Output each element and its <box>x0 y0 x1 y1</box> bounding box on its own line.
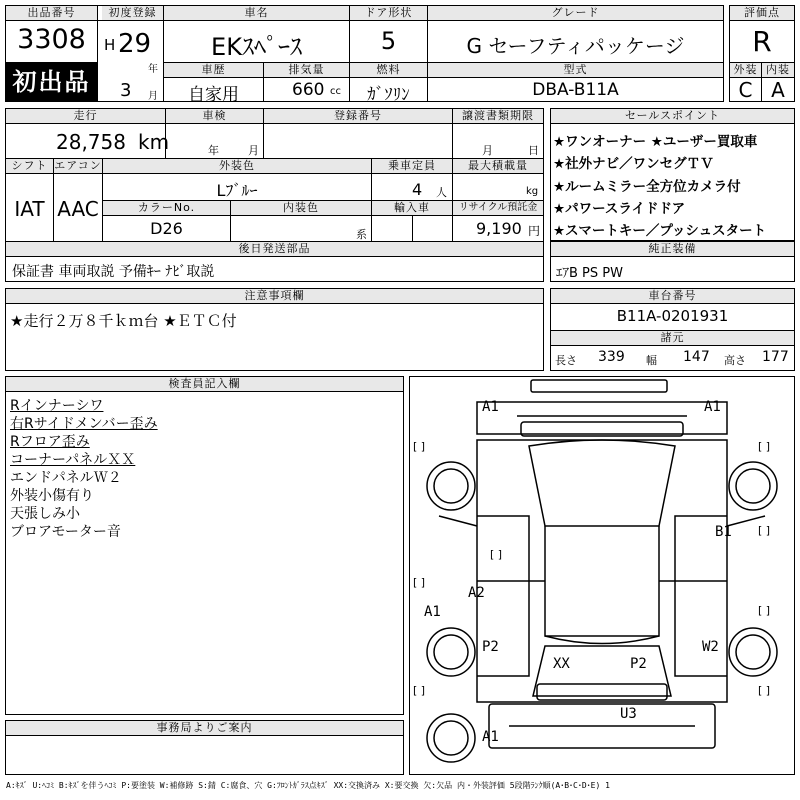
sales-line-2: ★社外ナビ／ワンセグＴＶ <box>553 156 714 172</box>
damage-mark: B1 <box>715 524 732 540</box>
width-label: 幅 <box>646 354 657 367</box>
equipment-value: ｴｱB PS PW <box>556 266 623 281</box>
notes-label: 注意事項欄 <box>6 289 543 303</box>
first-reg-label: 初度登録 <box>102 6 163 20</box>
insp-year-unit: 年 <box>208 144 219 157</box>
import-label: 輸入車 <box>372 201 452 215</box>
dims-label: 諸元 <box>551 331 794 345</box>
grade: G セーフティパッケージ <box>466 34 685 58</box>
office-label: 事務局よりご案内 <box>6 721 403 735</box>
inspector-item-4: コーナーパネルＸＸ <box>10 452 136 468</box>
inspector-item-3: Rフロア歪み <box>10 434 90 450</box>
notes-value: ★走行２万８千ｋｍ台 ★ＥＴＣ付 <box>10 312 237 330</box>
height-value: 177 <box>762 349 789 365</box>
mileage: 28,758 <box>56 130 126 154</box>
displacement-label: 排気量 <box>264 63 349 77</box>
sales-label: セールスポイント <box>551 109 794 123</box>
interior-label: 内装 <box>762 63 794 77</box>
intcolor-label: 内装色 <box>231 201 371 215</box>
era: H <box>104 36 116 54</box>
rating-label: 評価点 <box>730 6 794 20</box>
length-label: 長さ <box>555 354 577 367</box>
interior-grade: A <box>771 78 785 102</box>
displacement-unit: cc <box>330 86 341 97</box>
model-label: 型式 <box>428 63 723 77</box>
bracket-mark: [ ] <box>758 524 771 537</box>
mileage-unit: km <box>138 130 170 154</box>
legend: A:ｷｽﾞ U:ﾍｺﾐ B:ｷｽﾞを伴うﾍｺﾐ P:要塗装 W:補修跡 S:錆 C:腐食、穴 G:ﾌﾛﾝﾄｶﾞﾗｽ点ｷｽﾞ XX:交換済み X:要交換 欠:欠品 内・外装評価 5段階ﾗﾝｸ順(A･B･C･D･E) 1 <box>6 781 610 790</box>
bracket-mark: [ ] <box>758 604 771 617</box>
aircon: AAC <box>57 197 99 221</box>
exterior-label: 外装 <box>730 63 761 77</box>
history: 自家用 <box>188 85 239 105</box>
damage-mark: P2 <box>630 656 647 672</box>
sales-line-4: ★パワースライドドア <box>553 201 686 217</box>
bracket-mark: [ ] <box>413 684 426 697</box>
intcolor-unit: 系 <box>356 228 367 241</box>
aircon-label: エアコン <box>54 159 102 172</box>
model-code: DBA-B11A <box>532 80 619 100</box>
damage-mark: XX <box>553 656 570 672</box>
shift-label: シフト <box>6 159 53 173</box>
bracket-mark: [ ] <box>490 548 503 561</box>
transfer-month: 月 <box>482 144 493 157</box>
sales-line-3: ★ルームミラー全方位カメラ付 <box>553 179 741 195</box>
lot-number: 3308 <box>17 24 86 55</box>
damage-mark: A1 <box>482 399 499 415</box>
inspector-item-7: 天張しみ小 <box>10 506 80 522</box>
load-label: 最大積載量 <box>453 159 543 173</box>
grade-label: グレード <box>428 6 723 20</box>
inspector-item-1: Rインナーシワ <box>10 398 104 414</box>
fuel: ｶﾞｿﾘﾝ <box>367 85 410 105</box>
mileage-label: 走行 <box>6 109 165 123</box>
capacity: 4 <box>412 180 423 199</box>
history-label: 車歴 <box>164 63 263 77</box>
width-value: 147 <box>683 349 710 365</box>
bracket-mark: [ ] <box>413 576 426 589</box>
reg-month: 3 <box>120 80 132 101</box>
later-parts: 保証書 車両取説 予備ｷｰ ﾅﾋﾞ取説 <box>12 264 215 280</box>
inspector-item-2: 右Rサイドメンバー歪み <box>10 416 158 432</box>
reg-year: 29 <box>118 29 152 59</box>
door-count: 5 <box>380 27 397 55</box>
recycle-unit: 円 <box>528 224 541 238</box>
damage-mark: A1 <box>704 399 721 415</box>
inspector-item-8: ブロアモーター音 <box>10 524 121 540</box>
recycle-fee: 9,190 <box>476 219 522 238</box>
month-unit: 月 <box>148 91 158 102</box>
damage-mark: A2 <box>468 585 485 601</box>
doors-label: ドア形状 <box>350 6 427 20</box>
inspection-label: 車検 <box>166 109 263 123</box>
fuel-label: 燃料 <box>350 63 427 77</box>
damage-mark: U3 <box>620 706 637 722</box>
shift: IAT <box>14 197 45 221</box>
chassis-label: 車台番号 <box>551 289 794 303</box>
year-unit: 年 <box>148 64 158 75</box>
insp-month-unit: 月 <box>248 144 259 157</box>
bracket-mark: [ ] <box>758 440 771 453</box>
load-unit: kg <box>526 186 539 197</box>
damage-mark: W2 <box>702 639 719 655</box>
length-value: 339 <box>598 349 625 365</box>
displacement: 660 <box>292 80 325 100</box>
sales-line-1: ★ワンオーナー ★ユーザー買取車 <box>553 134 758 150</box>
bracket-mark: [ ] <box>413 440 426 453</box>
damage-mark: A1 <box>424 604 441 620</box>
bracket-mark: [ ] <box>758 684 771 697</box>
transfer-day: 日 <box>528 144 539 157</box>
lot-label: 出品番号 <box>6 6 97 20</box>
damage-mark: A1 <box>482 729 499 745</box>
first-listing-badge: 初出品 <box>6 63 97 101</box>
equipment-label: 純正装備 <box>551 242 794 256</box>
transfer-label: 譲渡書類期限 <box>453 109 543 123</box>
exterior-color: Lﾌﾞﾙｰ <box>216 181 258 200</box>
carname-label: 車名 <box>164 6 349 20</box>
damage-mark: P2 <box>482 639 499 655</box>
regno-label: 登録番号 <box>264 109 452 123</box>
height-label: 高さ <box>724 354 746 367</box>
inspector-label: 検査員記入欄 <box>6 377 403 391</box>
capacity-unit: 人 <box>436 186 447 199</box>
inspector-item-6: 外装小傷有り <box>10 488 94 504</box>
car-diagram <box>409 376 795 775</box>
colorno-label: カラーNo. <box>103 201 230 215</box>
car-name: EKｽﾍﾟｰｽ <box>211 33 302 61</box>
color-label: 外装色 <box>103 159 371 173</box>
capacity-label: 乗車定員 <box>372 159 452 173</box>
recycle-label: リサイクル預託金 <box>453 201 543 215</box>
exterior-grade: C <box>738 78 753 102</box>
inspector-item-5: エンドパネルＷ２ <box>10 470 122 486</box>
chassis-number: B11A-0201931 <box>616 307 729 325</box>
color-number: D26 <box>150 219 183 238</box>
rating-value: R <box>752 25 772 58</box>
sales-line-5: ★スマートキー／プッシュスタート <box>553 223 767 239</box>
later-parts-label: 後日発送部品 <box>6 242 543 256</box>
